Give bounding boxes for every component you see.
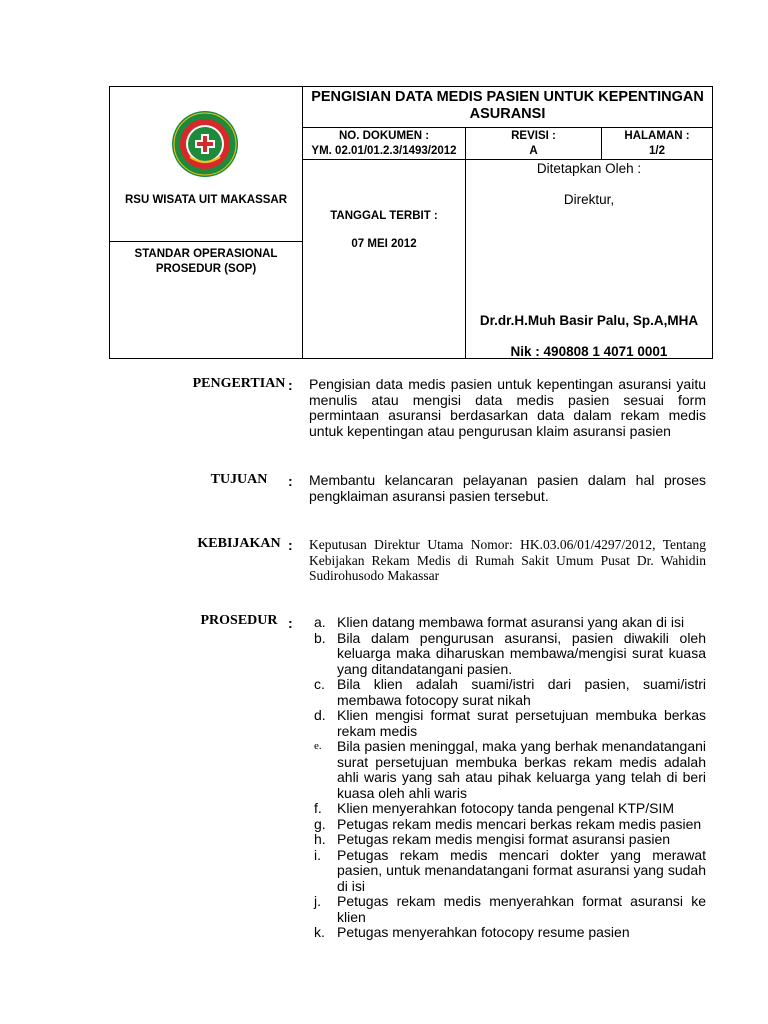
procedure-item	[309, 848, 706, 895]
document-header-table	[109, 86, 713, 359]
item-marker: i.	[314, 846, 321, 863]
item-text: Klien datang membawa format asuransi yang akan di isi	[337, 614, 685, 630]
procedure-item	[309, 739, 706, 801]
item-marker: k.	[314, 924, 325, 940]
item-text: Petugas rekam medis mengisi format asuransi pasien	[337, 831, 671, 847]
revision	[466, 129, 601, 159]
director-title: Direktur,	[563, 192, 615, 207]
item-marker: a.	[314, 614, 326, 630]
item-marker: f.	[314, 800, 322, 816]
sop-label: STANDAR OPERASIONAL PROSEDUR (SOP)	[134, 248, 278, 275]
document-number	[303, 129, 465, 159]
document-number-label: NO. DOKUMEN :	[338, 130, 430, 142]
section-text: Pengisian data medis pasien untuk kepentingan asuransi yaitu menulis atau mengisi data medis pasien sesuai form permintaan asuransi berdasarkan data dalam rekam medis untuk kepentingan atau pengurusan klaim asuransi pasien	[309, 376, 706, 439]
item-text: Bila pasien meninggal, maka yang berhak menandatangani surat persetujuan membuka berkas rekam medis adalah ahli waris yang sah atau pihak keluarga yang telah di beri kuasa oleh ahli waris	[337, 738, 706, 801]
procedure-item	[309, 817, 706, 833]
item-text: Petugas rekam medis mencari dokter yang merawat pasien, untuk menandatangani format asuransi yang sudah di isi	[337, 846, 706, 894]
hospital-logo	[170, 109, 240, 179]
section-colon: :	[288, 615, 293, 631]
page-info	[602, 129, 712, 159]
organization-name: RSU WISATA UIT MAKASSAR	[124, 194, 288, 206]
item-text: Klien mengisi format surat persetujuan membuka berkas rekam medis	[337, 707, 706, 739]
procedure-item	[309, 801, 706, 817]
item-text: Klien menyerahkan fotocopy tanda pengenal KTP/SIM	[337, 800, 674, 816]
page-value: 1/2	[649, 145, 665, 157]
procedure-item	[309, 925, 706, 941]
page-label: HALAMAN :	[624, 130, 690, 142]
item-text: Petugas rekam medis mencari berkas rekam medis pasien	[337, 815, 702, 832]
signatory-nik: Nik : 490808 1 4071 0001	[510, 344, 668, 359]
item-text: Bila klien adalah suami/istri dari pasien, suami/istri membawa fotocopy surat nikah	[337, 676, 706, 708]
procedure-list	[309, 615, 706, 941]
item-marker: b.	[314, 629, 326, 646]
procedure-item	[309, 894, 706, 925]
item-marker: g.	[314, 815, 326, 832]
section-colon: :	[288, 537, 293, 553]
issue-date-label: TANGGAL TERBIT :	[330, 210, 438, 222]
section-label: PENGERTIAN	[192, 376, 286, 391]
table-divider	[302, 127, 712, 128]
item-text: Petugas rekam medis menyerahkan format asuransi ke klien	[337, 893, 706, 925]
item-marker: j.	[314, 893, 321, 909]
section-colon: :	[288, 377, 293, 393]
item-marker: c.	[314, 676, 325, 692]
section-label: KEBIJAKAN	[197, 536, 281, 551]
section-colon: :	[288, 473, 293, 489]
table-divider	[110, 241, 302, 242]
item-marker: e.	[314, 740, 322, 752]
procedure-item	[309, 677, 706, 708]
procedure-item	[309, 708, 706, 739]
item-marker: h.	[314, 831, 326, 847]
issue-date-value: 07 MEI 2012	[351, 238, 417, 250]
item-text: Bila dalam pengurusan asuransi, pasien diwakili oleh keluarga maka diharuskan membawa/mengisi surat kuasa yang ditandatangani pasien.	[337, 629, 706, 677]
section-text: Keputusan Direktur Utama Nomor: HK.03.06/01/4297/2012, Tentang Kebijakan Rekam Medis di Rumah Sakit Umum Pusat Dr. Wahidin Sudirohusodo Makassar	[309, 537, 706, 583]
procedure-item	[309, 631, 706, 678]
document-title: PENGISIAN DATA MEDIS PASIEN UNTUK KEPENTINGAN ASURANSI	[311, 89, 704, 122]
item-text: Petugas menyerahkan fotocopy resume pasien	[337, 924, 630, 940]
approved-by-label: Ditetapkan Oleh :	[536, 161, 642, 176]
section-label: TUJUAN	[210, 472, 268, 487]
document-number-value: YM. 02.01/01.2.3/1493/2012	[311, 145, 457, 157]
revision-value: A	[529, 145, 538, 157]
section-label: PROSEDUR	[200, 613, 278, 628]
table-divider	[302, 159, 712, 160]
item-marker: d.	[314, 707, 326, 723]
procedure-item	[309, 832, 706, 848]
procedure-item	[309, 615, 706, 631]
signatory-name: Dr.dr.H.Muh Basir Palu, Sp.A,MHA	[479, 313, 699, 328]
revision-label: REVISI :	[511, 130, 556, 142]
section-text: Membantu kelancaran pelayanan pasien dalam hal proses pengklaiman asuransi pasien tersebut.	[309, 472, 706, 504]
